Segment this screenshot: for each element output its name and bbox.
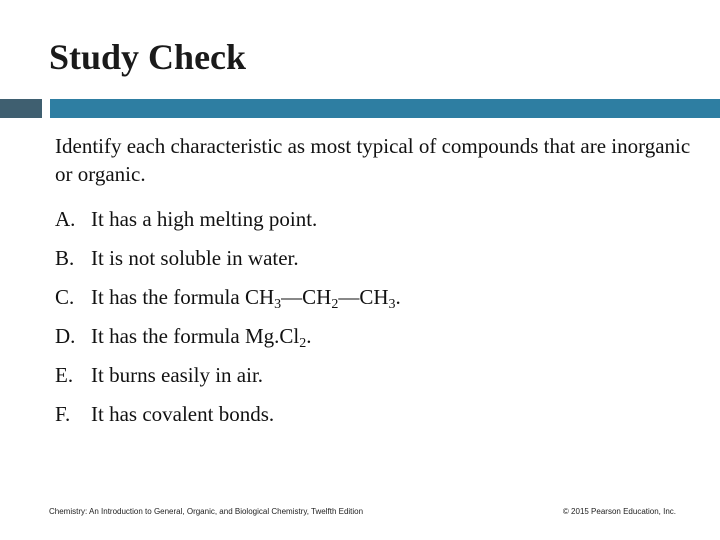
text-run: It has the formula CH	[91, 284, 275, 309]
list-item	[55, 316, 695, 355]
item-letter: E.	[55, 362, 74, 387]
text-run: .	[395, 284, 401, 309]
list-item	[55, 199, 695, 238]
item-letter: C.	[55, 284, 75, 309]
item-text	[91, 283, 401, 311]
question-prompt: Identify each characteristic as most typical of compounds that are inorganic or organic.	[55, 134, 691, 186]
item-letter: A.	[55, 206, 76, 231]
text-run: It burns easily in air.	[91, 362, 264, 387]
header-bar-left	[0, 99, 42, 118]
slide-title: Study Check	[49, 37, 247, 77]
text-run: It has the formula Mg.Cl	[91, 323, 300, 348]
subscript: 2	[331, 296, 339, 312]
item-text	[91, 322, 311, 350]
header-bar-right	[50, 99, 720, 118]
characteristics-list	[55, 199, 695, 433]
text-run: —CH	[281, 284, 332, 309]
subscript: 2	[299, 335, 307, 351]
footer-copyright: © 2015 Pearson Education, Inc.	[562, 507, 676, 516]
item-letter: D.	[55, 323, 76, 348]
text-run: It has a high melting point.	[91, 206, 318, 231]
item-text	[91, 361, 263, 389]
list-item	[55, 277, 695, 316]
item-letter: B.	[55, 245, 75, 270]
item-text	[91, 205, 317, 233]
footer-book-title: Chemistry: An Introduction to General, Organic, and Biological Chemistry, Twelfth Edition	[49, 507, 364, 516]
text-run: It has covalent bonds.	[91, 401, 275, 426]
item-letter: F.	[55, 401, 71, 426]
list-item	[55, 238, 695, 277]
text-run: —CH	[338, 284, 389, 309]
list-item	[55, 355, 695, 394]
item-text	[91, 244, 299, 272]
item-text	[91, 400, 274, 428]
text-run: It is not soluble in water.	[91, 245, 299, 270]
text-run: .	[306, 323, 312, 348]
subscript: 3	[274, 296, 282, 312]
subscript: 3	[388, 296, 396, 312]
list-item	[55, 394, 695, 433]
